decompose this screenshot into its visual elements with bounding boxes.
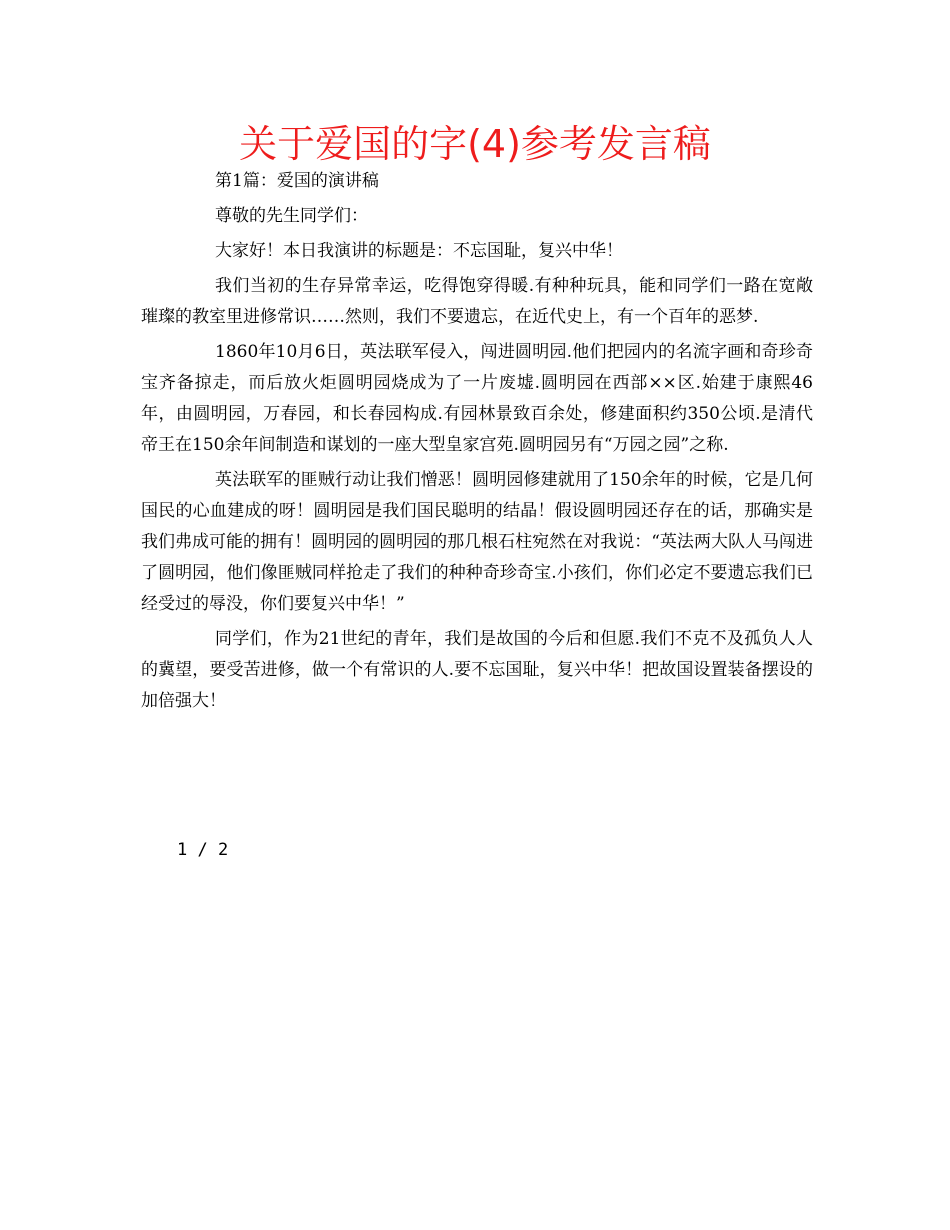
paragraph: 1860年10月6日，英法联军侵入，闯进圆明园.他们把园内的名流字画和奇珍奇宝齐备掠走，而后放火炬圆明园烧成为了一片废墟.圆明园在西部××区.始建于康熙46年，由圆明园，万春园，和长春园构成.有园林景致百余处，修建面积约350公顷.是清代帝王在150余年间制造和谋划的一座大型皇家宫苑.圆明园另有“万园之园”之称.: [141, 342, 813, 455]
document-body: [141, 166, 813, 721]
paragraph: 同学们，作为21世纪的青年，我们是故国的今后和但愿.我们不克不及孤负人人的冀望，要受苦进修，做一个有常识的人.要不忘国耻，复兴中华！把故国设置装备摆设的加倍强大！: [141, 629, 813, 711]
salutation: 尊敬的先生同学们：: [215, 206, 368, 226]
greeting: 大家好！本日我演讲的标题是：不忘国耻，复兴中华！: [215, 241, 623, 261]
paragraph: 我们当初的生存异常幸运，吃得饱穿得暖.有种种玩具，能和同学们一路在宽敞璀璨的教室里进修常识……然则，我们不要遗忘，在近代史上，有一个百年的恶梦.: [141, 276, 813, 327]
section-heading: 第1篇：爱国的演讲稿: [215, 171, 379, 191]
paragraph: 英法联军的匪贼行动让我们憎恶！圆明园修建就用了150余年的时候，它是几何国民的心血建成的呀！圆明园是我们国民聪明的结晶！假设圆明园还存在的话，那确实是我们弗成可能的拥有！圆明园的圆明园的那几根石柱宛然在对我说：“英法两大队人马闯进了圆明园，他们像匪贼同样抢走了我们的种种奇珍奇宝.小孩们，你们必定不要遗忘我们已经受过的辱没，你们要复兴中华！”: [141, 470, 813, 614]
page-number: 1 / 2: [177, 840, 229, 860]
document-title: 关于爱国的字(4)参考发言稿: [239, 122, 711, 166]
